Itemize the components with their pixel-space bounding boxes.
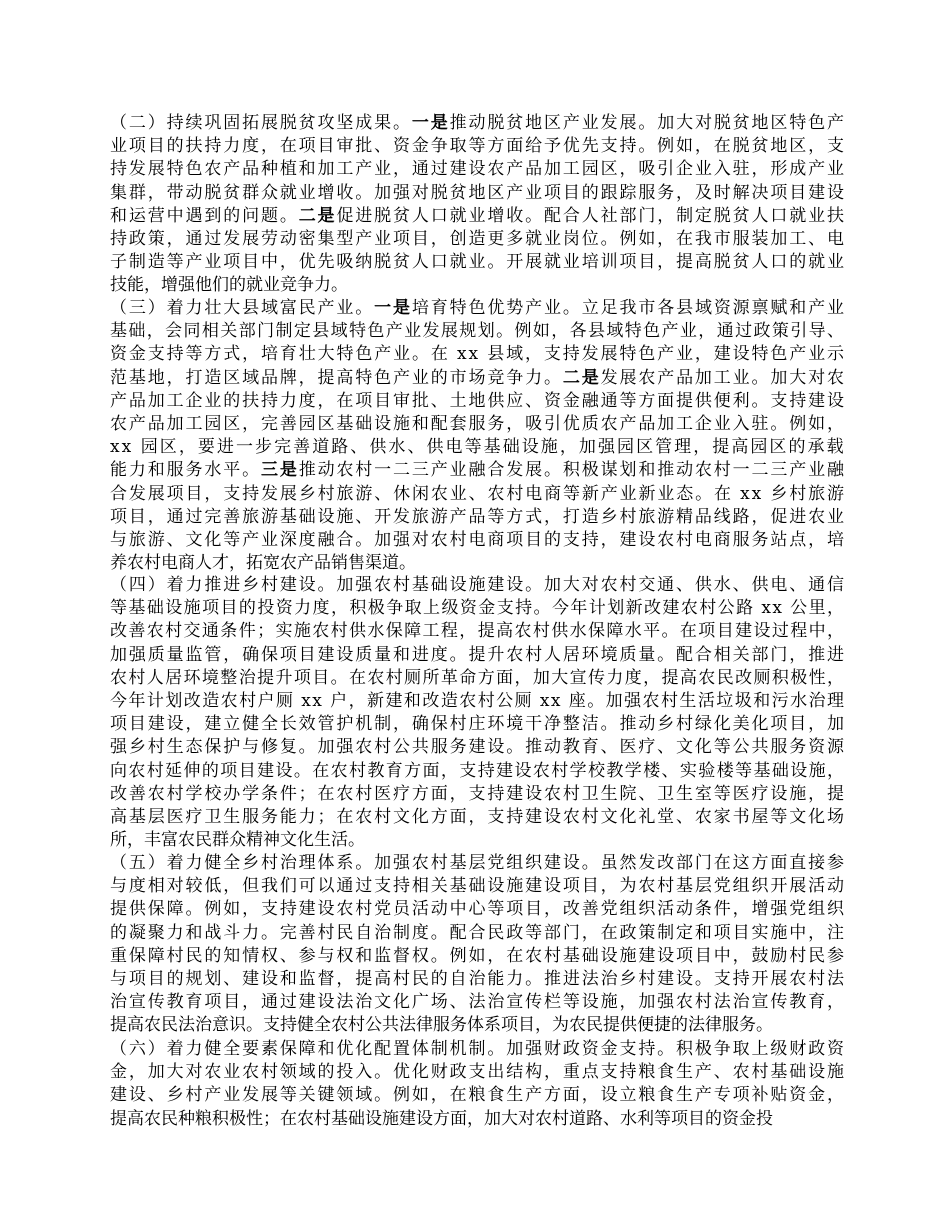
text-segment: 范基地，打造区域品牌，提高特色产业的市场竞争力。 — [110, 367, 563, 388]
paragraph-rural-construction — [110, 574, 844, 852]
text-segment: 农村人居环境整治提升项目。在农村厕所革命方面，加大宣传力度，提高农民改厕积极性， — [110, 667, 846, 688]
text-line — [110, 1038, 844, 1061]
text-segment: 养农村电商人才，拓宽农产品销售渠道。 — [110, 553, 416, 574]
text-segment: 业项目的扶持力度，在项目审批、资金争取等方面给予优先支持。例如，在脱贫地区，支 — [110, 136, 846, 157]
text-segment: 改善农村学校办学条件；在农村医疗方面，支持建设农村卫生院、卫生室等医疗设施，提 — [110, 783, 846, 804]
text-segment: 的凝聚力和战斗力。完善村民自治制度。配合民政等部门，在政策制定和项目实施中，注 — [110, 922, 846, 943]
paragraph-consolidate-poverty-alleviation — [110, 112, 844, 298]
text-segment: 发展农产品加工业。加大对农 — [600, 367, 846, 388]
text-line — [110, 829, 844, 852]
bold-ordinal-marker: 二是 — [298, 205, 337, 226]
text-line — [110, 945, 844, 968]
text-line — [110, 251, 844, 274]
text-segment: 等基础设施项目的投资力度，积极争取上级资金支持。今年计划新改建农村公路 xx 公里， — [110, 598, 846, 619]
paragraph-factor-guarantee — [110, 1038, 844, 1131]
text-segment: 金，加大对农业农村领域的投入。优化财政支出结构，重点支持粮食生产、农村基础设施 — [110, 1062, 846, 1083]
text-segment: 持发展特色农产品种植和加工产业，通过建设农产品加工园区，吸引企业入驻，形成产业 — [110, 159, 846, 180]
text-segment: 集群，带动脱贫群众就业增收。加强对脱贫地区产业项目的跟踪服务，及时解决项目建设 — [110, 182, 846, 203]
text-line — [110, 483, 844, 506]
text-segment: 与旅游、文化等产业深度融合。加强对农村电商项目的支持，建设农村电商服务站点，培 — [110, 529, 846, 550]
text-segment: （二）持续巩固拓展脱贫攻坚成果。 — [110, 113, 412, 133]
text-line — [110, 205, 844, 228]
text-line — [110, 574, 844, 597]
text-segment: 提供保障。例如，支持建设农村党员活动中心等项目，改善党组织活动条件，增强党组织 — [110, 899, 846, 920]
text-segment: 子制造等产业项目中，优先吸纳脱贫人口就业。开展就业培训项目，提高脱贫人口的就业 — [110, 252, 846, 273]
text-segment: 基础，会同相关部门制定县域特色产业发展规划。例如，各县域特色产业，通过政策引导、 — [110, 321, 846, 342]
text-segment: xx 园区，要进一步完善道路、供水、供电等基础设施，加强园区管理，提高园区的承载 — [110, 437, 846, 458]
bold-ordinal-marker: 二是 — [562, 367, 601, 388]
text-segment: 与项目的规划、建设和监督，提高村民的自治能力。推进法治乡村建设。支持开展农村法 — [110, 968, 846, 989]
text-segment: （四）着力推进乡村建设。加强农村基础设施建设。加大对农村交通、供水、供电、通信 — [110, 575, 846, 595]
text-line — [110, 135, 844, 158]
text-line — [110, 552, 844, 575]
text-segment: （三）着力壮大县域富民产业。 — [110, 298, 375, 318]
text-segment: 提高农民种粮积极性；在农村基础设施建设方面，加大对农村道路、水利等项目的资金投 — [110, 1108, 773, 1129]
text-line — [110, 367, 844, 390]
text-segment: 促进脱贫人口就业增收。配合人社部门，制定脱贫人口就业扶 — [336, 205, 846, 226]
text-line — [110, 413, 844, 436]
bold-ordinal-marker: 三是 — [260, 460, 299, 481]
text-segment: （五）着力健全乡村治理体系。加强农村基层党组织建设。虽然发改部门在这方面直接参 — [110, 853, 846, 873]
text-line — [110, 1061, 844, 1084]
text-segment: 培育特色优势产业。立足我市各县域资源禀赋和产业 — [411, 298, 846, 318]
text-segment: 项目，通过完善旅游基础设施、开发旅游产品等方式，打造乡村旅游精品线路，促进农业 — [110, 506, 846, 527]
text-line — [110, 713, 844, 736]
text-line — [110, 620, 844, 643]
text-segment: 强乡村生态保护与修复。加强农村公共服务建设。推动教育、医疗、文化等公共服务资源 — [110, 737, 846, 758]
paragraph-county-industries — [110, 297, 844, 575]
text-line — [110, 182, 844, 205]
bold-ordinal-marker: 一是 — [411, 113, 450, 133]
text-line — [110, 436, 844, 459]
text-line — [110, 343, 844, 366]
text-segment: 提高农民法治意识。支持健全农村公共法律服务体系项目，为农民提供便捷的法律服务。 — [110, 1015, 773, 1036]
text-segment: 项目建设，建立健全长效管护机制，确保村庄环境干净整洁。推动乡村绿化美化项目，加 — [110, 714, 846, 735]
bold-ordinal-marker: 一是 — [374, 298, 412, 318]
text-line — [110, 852, 844, 875]
text-line — [110, 968, 844, 991]
text-line — [110, 760, 844, 783]
text-line — [110, 597, 844, 620]
text-line — [110, 274, 844, 297]
text-segment: 向农村延伸的项目建设。在农村教育方面，支持建设农村学校教学楼、实验楼等基础设施， — [110, 760, 846, 781]
text-line — [110, 297, 844, 320]
text-segment: 重保障村民的知情权、参与权和监督权。例如，在农村基础设施建设项目中，鼓励村民参 — [110, 945, 846, 966]
text-segment: 今年计划改造农村户厕 xx 户，新建和改造农村公厕 xx 座。加强农村生活垃圾和污水治理 — [110, 690, 846, 711]
text-line — [110, 922, 844, 945]
text-segment: 加强质量监管，确保项目建设质量和进度。提升农村人居环境质量。配合相关部门，推进 — [110, 644, 846, 665]
text-line — [110, 320, 844, 343]
text-segment: 治宣传教育项目，通过建设法治文化广场、法治宣传栏等设施，加强农村法治宣传教育， — [110, 992, 846, 1013]
text-segment: 农产品加工园区，完善园区基础设施和配套服务，吸引优质农产品加工企业入驻。例如， — [110, 413, 846, 434]
text-segment: 和运营中遇到的问题。 — [110, 205, 299, 226]
text-line — [110, 644, 844, 667]
text-line — [110, 158, 844, 181]
text-line — [110, 1108, 844, 1131]
text-line — [110, 667, 844, 690]
text-segment: 持政策，通过发展劳动密集型产业项目，创造更多就业岗位。例如，在我市服装加工、电 — [110, 228, 846, 249]
text-segment: 与度相对较低，但我们可以通过支持相关基础设施建设项目，为农村基层党组织开展活动 — [110, 876, 846, 897]
text-line — [110, 898, 844, 921]
text-line — [110, 459, 844, 482]
text-segment: 合发展项目，支持发展乡村旅游、休闲农业、农村电商等新产业新业态。在 xx 乡村旅游 — [110, 483, 846, 504]
text-segment: 建设、乡村产业发展等关键领域。例如，在粮食生产方面，设立粮食生产专项补贴资金， — [110, 1085, 846, 1106]
text-segment: （六）着力健全要素保障和优化配置体制机制。加强财政资金支持。积极争取上级财政资 — [110, 1039, 846, 1059]
text-segment: 产品加工企业的扶持力度，在项目审批、土地供应、资金融通等方面提供便利。支持建设 — [110, 390, 846, 411]
text-line — [110, 506, 844, 529]
text-segment: 技能，增强他们的就业竞争力。 — [110, 275, 348, 296]
text-line — [110, 875, 844, 898]
text-line — [110, 783, 844, 806]
text-segment: 推动农村一二三产业融合发展。积极谋划和推动农村一二三产业融 — [298, 460, 846, 481]
text-line — [110, 736, 844, 759]
text-line — [110, 1014, 844, 1037]
text-line — [110, 690, 844, 713]
text-line — [110, 806, 844, 829]
text-segment: 所，丰富农民群众精神文化生活。 — [110, 830, 365, 851]
text-segment: 改善农村交通条件；实施农村供水保障工程，提高农村供水保障水平。在项目建设过程中， — [110, 621, 846, 642]
text-line — [110, 390, 844, 413]
text-line — [110, 529, 844, 552]
text-segment: 资金支持等方式，培育壮大特色产业。在 xx 县域，支持发展特色产业，建设特色产业示 — [110, 344, 846, 365]
text-segment: 能力和服务水平。 — [110, 460, 261, 481]
text-line — [110, 228, 844, 251]
text-segment: 推动脱贫地区产业发展。加大对脱贫地区特色产 — [449, 113, 846, 133]
text-segment: 高基层医疗卫生服务能力；在农村文化方面，支持建设农村文化礼堂、农家书屋等文化场 — [110, 806, 846, 827]
text-line — [110, 112, 844, 135]
paragraph-rural-governance — [110, 852, 844, 1038]
text-line — [110, 991, 844, 1014]
text-line — [110, 1084, 844, 1107]
